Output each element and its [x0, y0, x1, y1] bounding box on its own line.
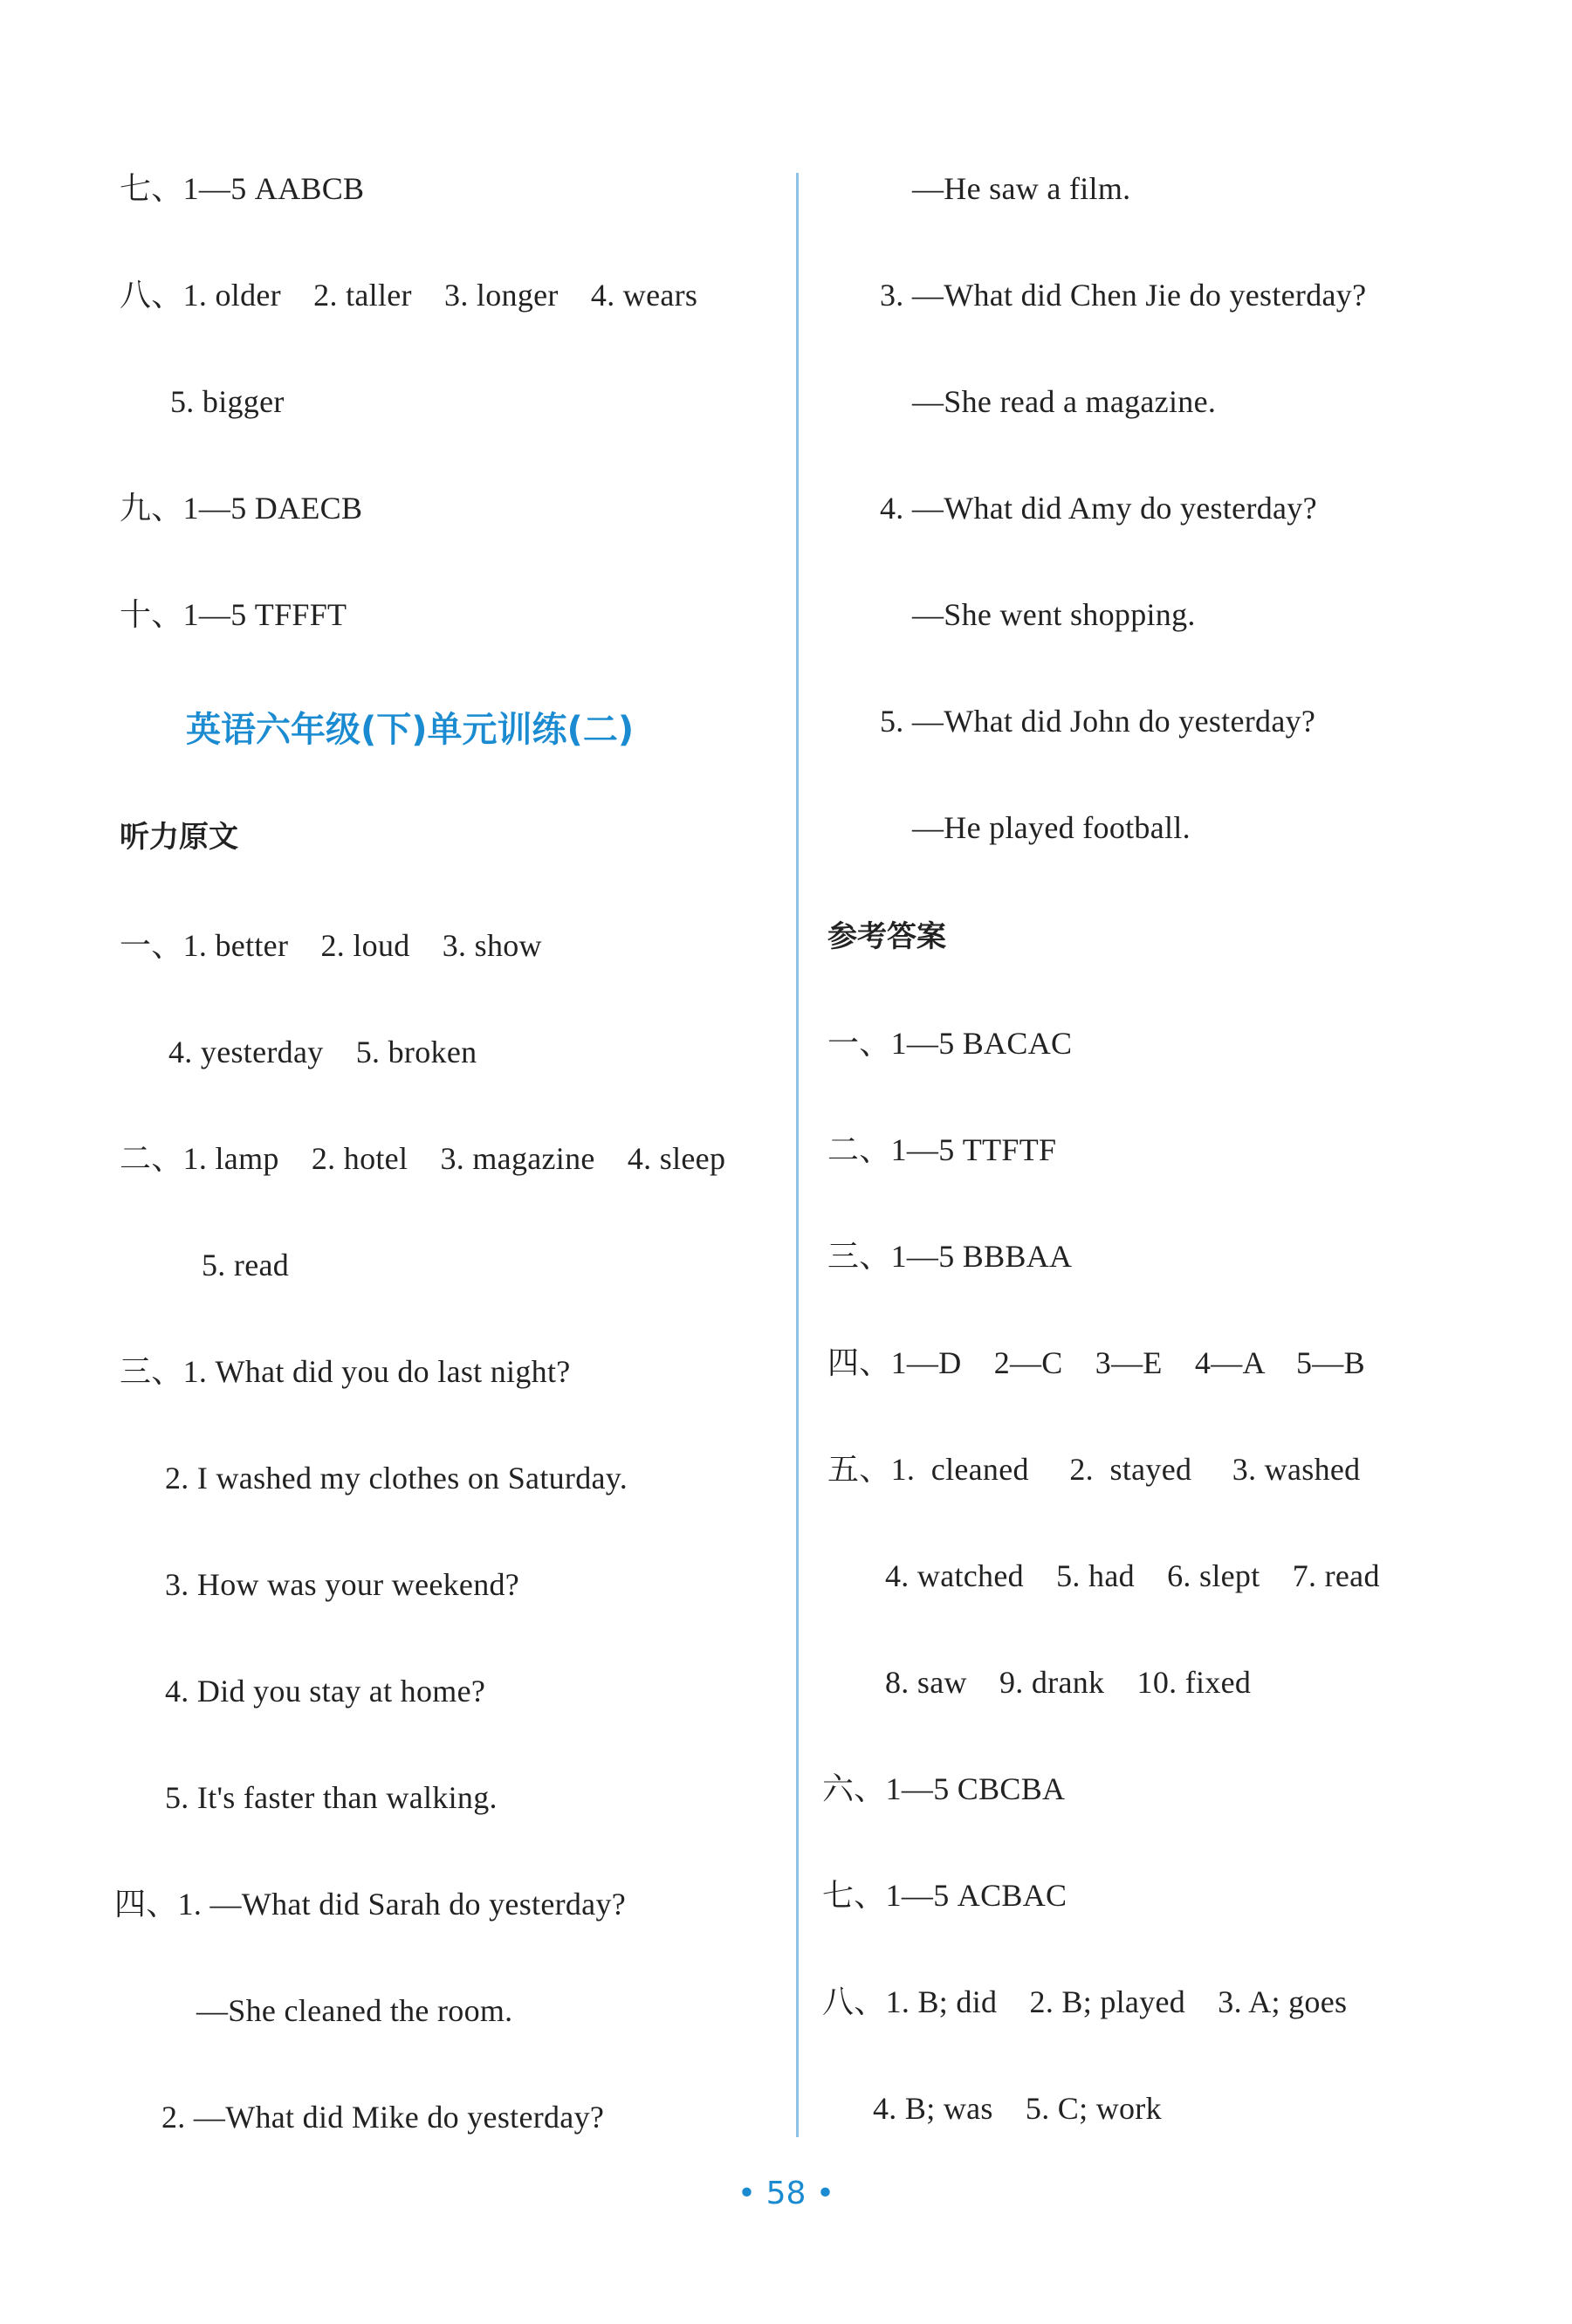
answer-line: 4. watched 5. had 6. slept 7. read	[885, 1558, 1380, 1593]
answer-line: 九、1—5 DAECB	[120, 491, 363, 526]
answer-line: 三、1—5 BBBAA	[827, 1239, 1073, 1274]
listening-line: 2. I washed my clothes on Saturday.	[165, 1461, 628, 1495]
answer-line: 四、1—D 2—C 3—E 4—A 5—B	[827, 1345, 1365, 1380]
listening-heading: 听力原文	[120, 820, 238, 855]
listening-line: 4. yesterday 5. broken	[168, 1035, 477, 1069]
answer-line: 六、1—5 CBCBA	[822, 1771, 1066, 1806]
listening-line: 4. Did you stay at home?	[165, 1674, 486, 1709]
listening-line: 四、1. —What did Sarah do yesterday?	[114, 1887, 627, 1922]
listening-line: —He played football.	[912, 810, 1191, 845]
answer-line: 二、1—5 TTFTF	[827, 1132, 1057, 1167]
listening-line: 5. —What did John do yesterday?	[880, 704, 1316, 739]
listening-line: 5. read	[202, 1248, 290, 1282]
answer-line: 八、1. B; did 2. B; played 3. A; goes	[822, 1984, 1348, 2019]
listening-line: —She went shopping.	[912, 597, 1196, 632]
listening-line: 3. How was your weekend?	[165, 1567, 520, 1602]
answer-line: 七、1—5 ACBAC	[822, 1878, 1067, 1913]
answer-line: 一、1—5 BACAC	[827, 1026, 1073, 1061]
answer-line: 5. bigger	[170, 384, 285, 419]
listening-line: 2. —What did Mike do yesterday?	[161, 2100, 605, 2135]
listening-line: —He saw a film.	[912, 171, 1131, 206]
answers-heading: 参考答案	[827, 919, 946, 954]
listening-line: 二、1. lamp 2. hotel 3. magazine 4. sleep	[120, 1141, 726, 1176]
column-divider	[796, 173, 799, 2137]
listening-line: —She cleaned the room.	[196, 1993, 513, 2028]
listening-line: 4. —What did Amy do yesterday?	[880, 491, 1317, 526]
answer-line: 八、1. older 2. taller 3. longer 4. wears	[120, 278, 698, 313]
listening-line: 一、1. better 2. loud 3. show	[120, 928, 542, 963]
answer-line: 8. saw 9. drank 10. fixed	[885, 1665, 1252, 1700]
answer-line: 十、1—5 TFFFT	[120, 597, 347, 632]
listening-line: 5. It's faster than walking.	[165, 1780, 498, 1815]
listening-line: 三、1. What did you do last night?	[120, 1354, 571, 1389]
listening-line: —She read a magazine.	[912, 384, 1217, 419]
unit-title: 英语六年级(下)单元训练(二)	[186, 710, 635, 750]
page-number: • 58 •	[737, 2176, 835, 2211]
answer-line: 五、1. cleaned 2. stayed 3. washed	[827, 1452, 1361, 1487]
listening-line: 3. —What did Chen Jie do yesterday?	[880, 278, 1367, 313]
answer-line: 七、1—5 AABCB	[120, 171, 365, 206]
answer-line: 4. B; was 5. C; work	[873, 2091, 1162, 2126]
